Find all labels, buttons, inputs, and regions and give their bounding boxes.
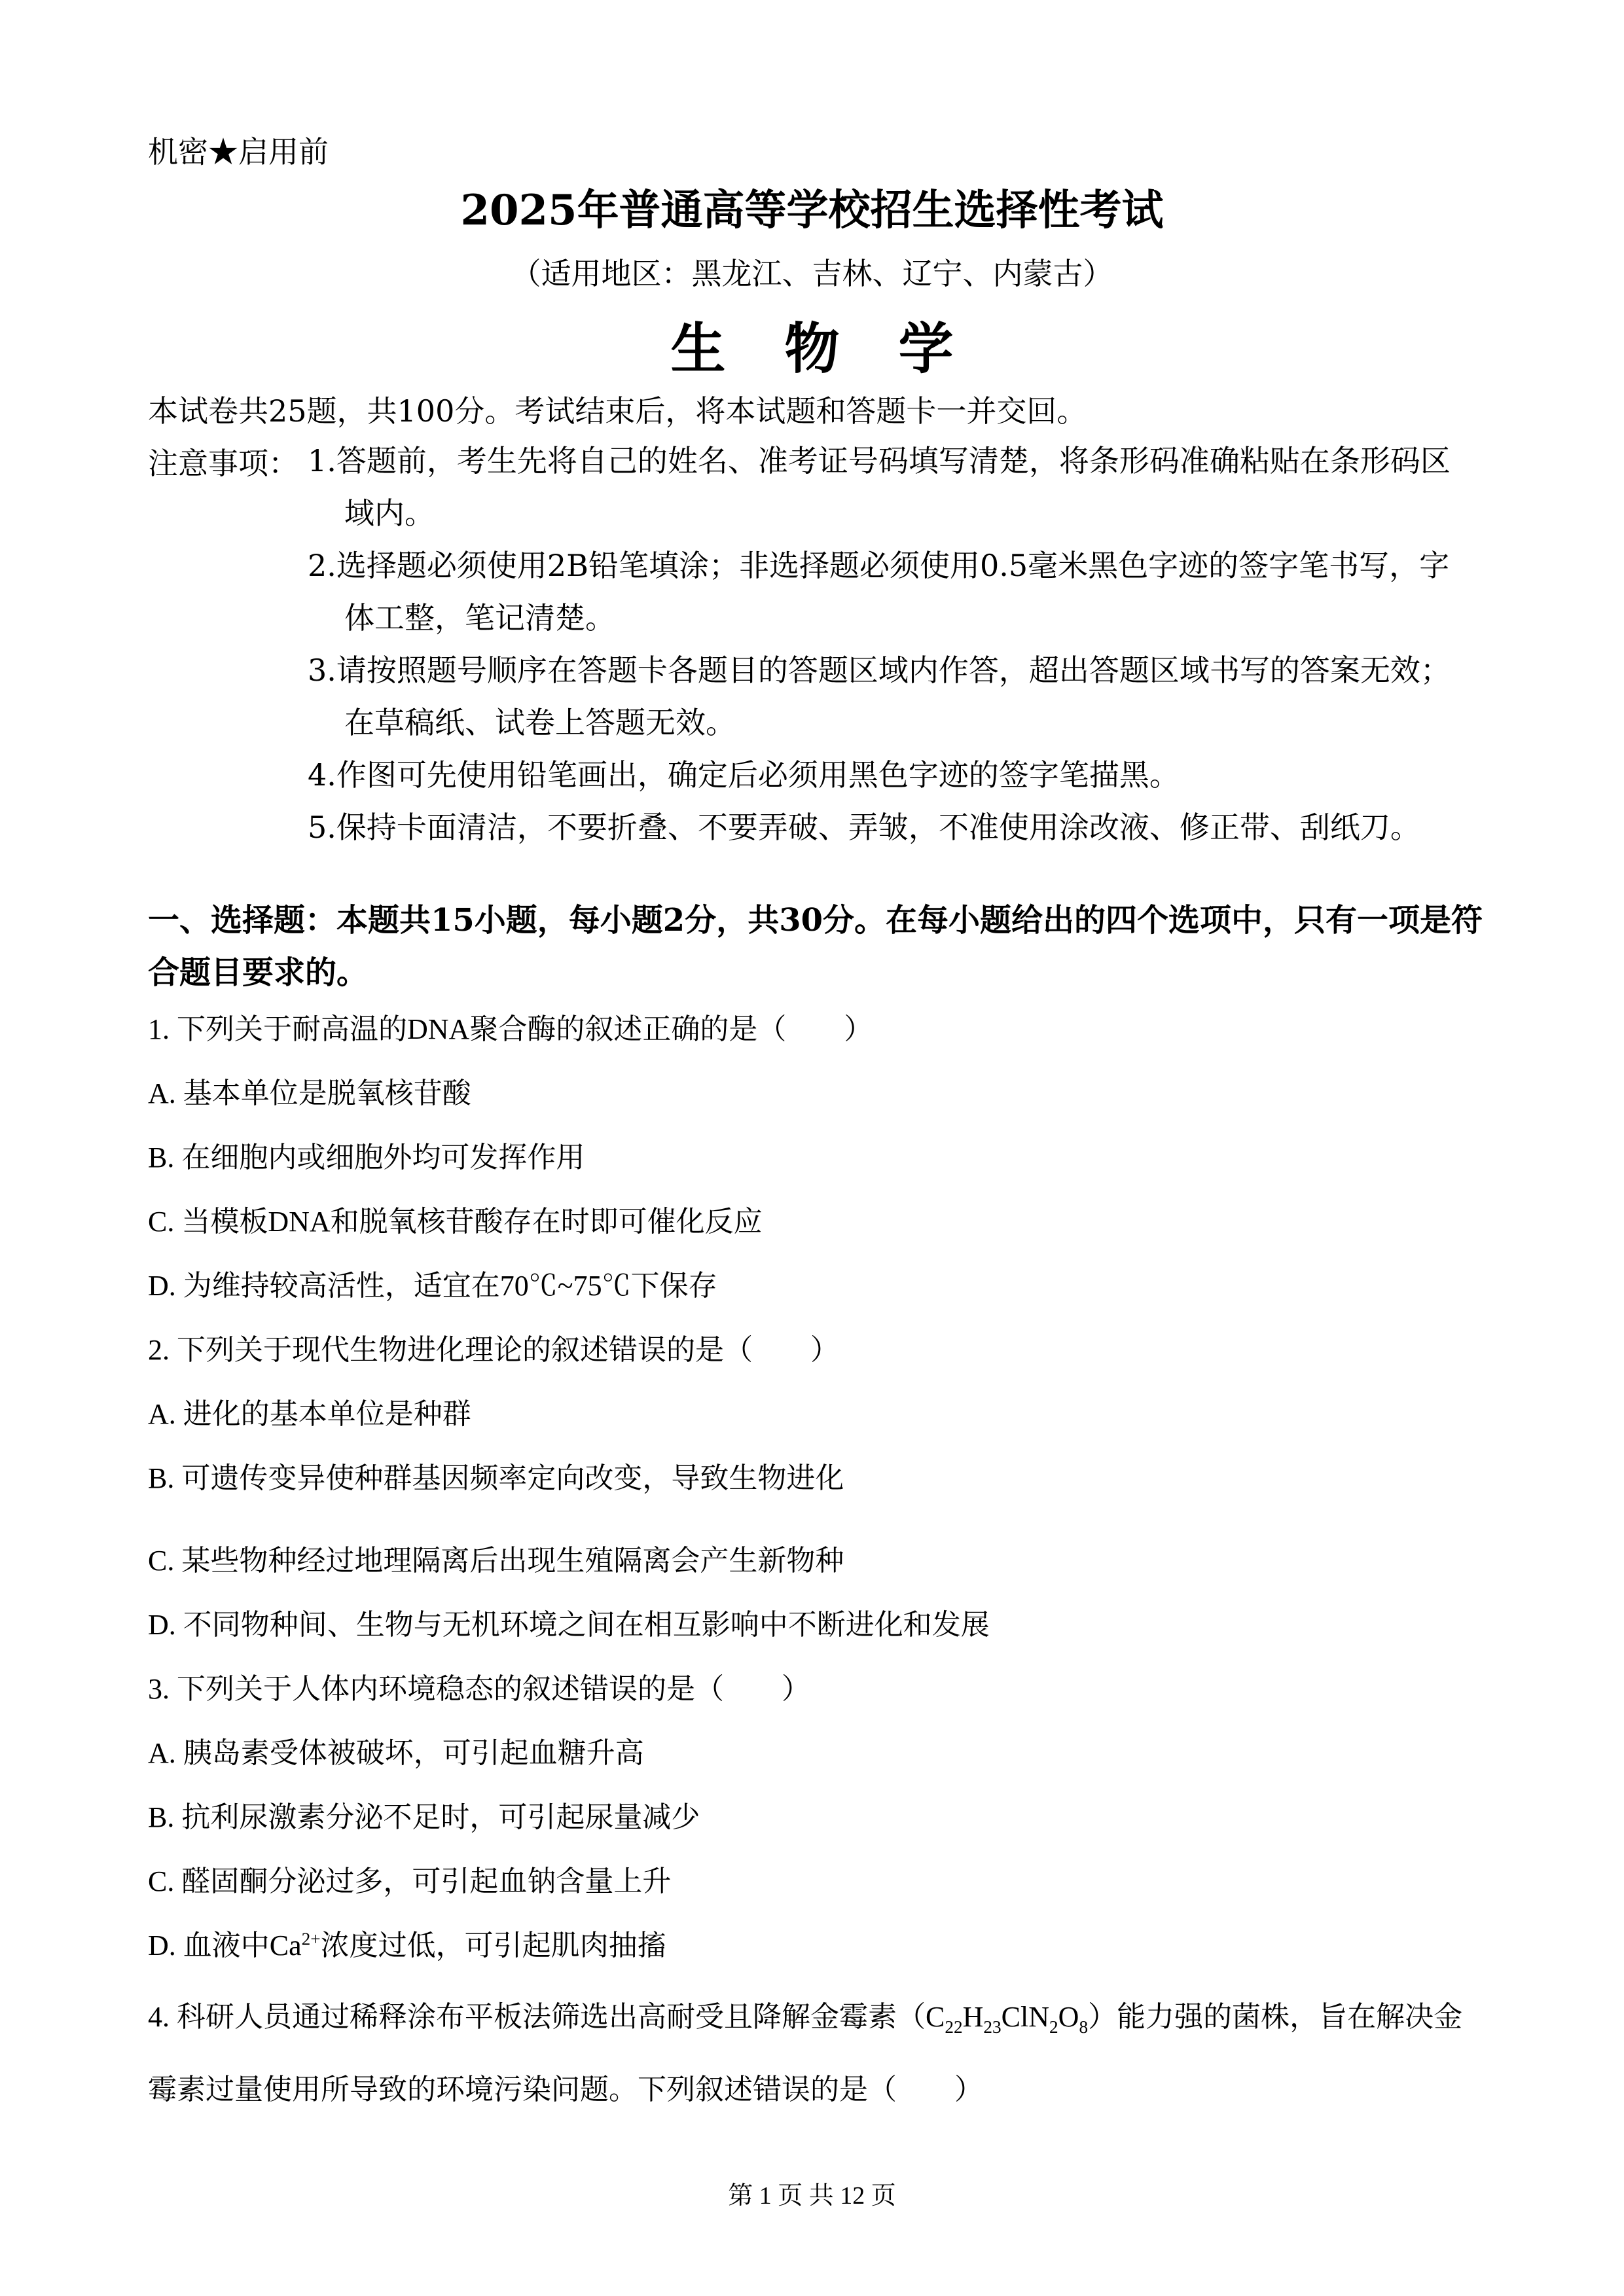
option-b: B. 可遗传变异使种群基因频率定向改变，导致生物进化 — [148, 1462, 844, 1494]
formula-subscript: 2 — [1049, 2017, 1058, 2037]
option-c: C. 醛固酮分泌过多，可引起血钠含量上升 — [148, 1865, 672, 1897]
question-stem: 3. 下列关于人体内环境稳态的叙述错误的是（ ） — [148, 1673, 810, 1705]
section-heading: 一、选择题：本题共15小题，每小题2分，共30分。在每小题给出的四个选项中，只有一项是符合题目要求的。 — [148, 902, 1483, 991]
subject-title: 生物学 — [670, 316, 1013, 381]
applicable-region: （适用地区：黑龙江、吉林、辽宁、内蒙古） — [511, 256, 1113, 291]
question-stem — [148, 1986, 1483, 2121]
formula-subscript: 22 — [945, 2017, 963, 2037]
formula-element: ClN — [1001, 2001, 1050, 2033]
ion-charge: 2+ — [301, 1929, 321, 1949]
formula-subscript: 8 — [1079, 2017, 1089, 2037]
notice-item: 1.答题前，考生先将自己的姓名、准考证号码填写清楚，将条形码准确粘贴在条形码区域内。 — [308, 443, 1451, 531]
option-d — [148, 1922, 666, 1964]
option-d: D. 不同物种间、生物与无机环境之间在相互影响中不断进化和发展 — [148, 1609, 990, 1641]
formula-subscript: 23 — [983, 2017, 1001, 2037]
option-a: A. 基本单位是脱氧核苷酸 — [148, 1077, 471, 1109]
notice-item: 2.选择题必须使用2B铅笔填涂；非选择题必须使用0.5毫米黑色字迹的签字笔书写，字体工整，笔记清楚。 — [308, 548, 1450, 636]
formula-element: O — [1058, 2001, 1079, 2033]
notice-item: 3.请按照题号顺序在答题卡各题目的答题区域内作答，超出答题区域书写的答案无效；在草稿纸、试卷上答题无效。 — [308, 653, 1451, 740]
exam-title: 2025年普通高等学校招生选择性考试 — [460, 186, 1164, 235]
option-b: B. 抗利尿激素分泌不足时，可引起尿量减少 — [148, 1801, 700, 1833]
option-d: D. 为维持较高活性，适宜在70℃~75℃下保存 — [148, 1270, 717, 1302]
option-a: A. 胰岛素受体被破坏，可引起血糖升高 — [148, 1737, 644, 1769]
option-b: B. 在细胞内或细胞外均可发挥作用 — [148, 1141, 585, 1174]
question-stem: 1. 下列关于耐高温的DNA聚合酶的叙述正确的是（ ） — [148, 1013, 873, 1045]
formula-element: H — [962, 2001, 984, 2033]
option-d-prefix: D. 血液中Ca — [148, 1929, 302, 1962]
notice-item: 5.保持卡面清洁，不要折叠、不要弄破、弄皱，不准使用涂改液、修正带、刮纸刀。 — [308, 810, 1420, 845]
notice-item: 4.作图可先使用铅笔画出，确定后必须用黑色字迹的签字笔描黑。 — [308, 757, 1180, 793]
option-c: C. 某些物种经过地理隔离后出现生殖隔离会产生新物种 — [148, 1545, 844, 1577]
option-c: C. 当模板DNA和脱氧核苷酸存在时即可催化反应 — [148, 1206, 763, 1238]
notice-label: 注意事项： — [148, 446, 298, 481]
exam-intro: 本试卷共25题，共100分。考试结束后，将本试题和答题卡一并交回。 — [148, 393, 1087, 429]
option-d-suffix: 浓度过低，可引起肌肉抽搐 — [320, 1929, 666, 1962]
page-footer: 第 1 页 共 12 页 — [728, 2182, 896, 2210]
q4-text-1: 4. 科研人员通过稀释涂布平板法筛选出高耐受且降解金霉素（C — [148, 2001, 945, 2033]
option-a: A. 进化的基本单位是种群 — [148, 1398, 471, 1430]
q4-text-2: ）能力强的菌株，旨在解决金霉素过量使用所导致的环境污染问题。下列叙述错误的是（ ） — [148, 2001, 1463, 2106]
question-stem: 2. 下列关于现代生物进化理论的叙述错误的是（ ） — [148, 1334, 839, 1366]
confidential-label: 机密★启用前 — [148, 134, 329, 170]
notice-list — [308, 435, 1473, 853]
